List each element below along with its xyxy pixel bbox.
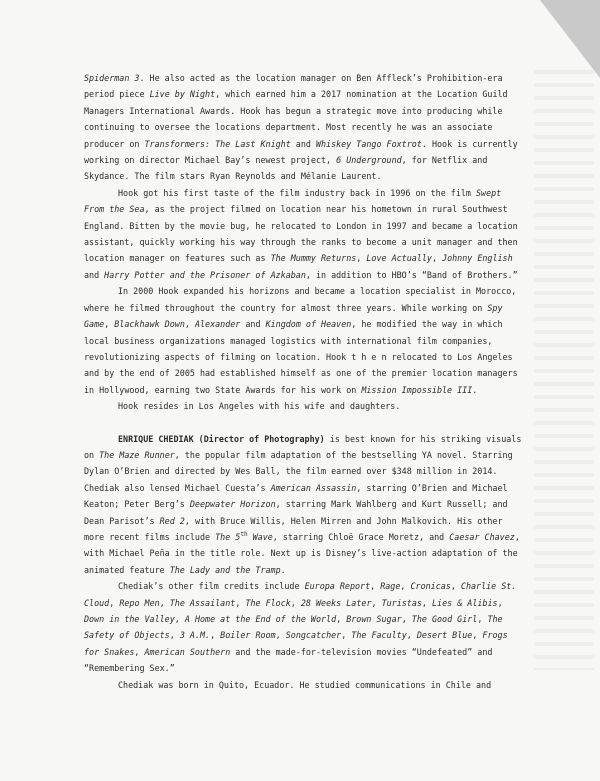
text-run: Turistas: [381, 597, 422, 608]
text-run: The Maze Runner: [99, 449, 175, 460]
text-run: Blackhawk Down: [114, 319, 185, 330]
text-run: Down in the Valley: [84, 614, 175, 624]
text-run: ,: [370, 581, 381, 592]
text-run: , with Michael Peña in the title role. Next up is Disney’s live-action adaptation of the animated feature: [84, 531, 520, 575]
text-run: and the made-for-television movies “Undefeated” and “Remembering Sex.”: [84, 646, 493, 674]
text-run: th: [240, 531, 248, 539]
paragraph-chediak-bio: [84, 431, 524, 579]
text-run: , starring Mark Wahlberg and Kurt Russell; and Dean Parisot’s: [84, 499, 508, 526]
text-run: ,: [290, 597, 301, 608]
text-run: Deepwater Horizon: [189, 499, 276, 510]
text-run: Repo Men: [119, 597, 160, 608]
text-run: Charlie St. Cloud: [84, 581, 517, 608]
text-run: ,: [275, 630, 286, 641]
text-run: American Assassin: [270, 482, 357, 493]
text-run: The Mummy Returns: [270, 253, 357, 264]
text-run: The Good Girl: [411, 614, 478, 624]
text-run: Mission Impossible III: [361, 384, 473, 395]
text-run: Wave: [247, 531, 273, 542]
text-run: Spiderman 3: [84, 73, 140, 83]
text-run: Johnny English: [442, 253, 513, 264]
text-run: Harry Potter and the Prisoner of Azkaban: [104, 269, 306, 280]
paragraph-hook-early-career: [84, 185, 524, 283]
text-run: The 5: [215, 531, 241, 542]
text-run: , for Netflix and Skydance. The film stars Ryan Reynolds and Mélanie Laurent.: [84, 155, 488, 182]
text-run: .: [280, 564, 286, 575]
text-run: ,: [184, 319, 195, 330]
text-run: The Flock: [245, 597, 291, 608]
text-run: 28 Weeks Later: [300, 597, 372, 608]
text-run: Hook resides in Los Angeles with his wife and daughters.: [118, 401, 401, 412]
text-run: , starring O’Brien and Michael Keaton; Peter Berg’s: [84, 482, 508, 510]
bleed-through-shadow: [534, 70, 594, 670]
text-run: , with Bruce Willis, Helen Mirren and John Malkovich. His other more recent films include: [84, 515, 503, 542]
text-run: Chediak was born in Quito, Ecuador. He studied communications in Chile and: [118, 679, 492, 690]
text-run: The Assailant: [169, 597, 236, 608]
text-run: ,: [400, 581, 411, 592]
text-run: The Safety of Objects: [84, 614, 503, 641]
text-run: ,: [472, 630, 483, 641]
text-run: ENRIQUE CHEDIAK (Director of Photography): [118, 433, 325, 444]
text-run: , the popular film adaptation of the bestselling YA novel. Starring Dylan O’Brien and directed by Wes Ball, the film earned over $348 million in 2014. Chediak also lensed Michael Cuesta’s: [84, 449, 513, 493]
paragraph-hook-credits: [84, 70, 524, 185]
text-run: ,: [421, 597, 433, 608]
text-run: 3 A.M.: [179, 630, 211, 641]
text-run: Boiler Room: [220, 630, 276, 641]
paragraph-chediak-credits: [84, 578, 524, 676]
text-run: ,: [341, 630, 352, 641]
text-run: .: [472, 384, 478, 395]
text-run: Europa Report: [304, 581, 371, 592]
text-run: ,: [210, 630, 221, 641]
text-run: Alexander: [194, 319, 241, 330]
text-run: , he modified the way in which local business organizations managed logistics with international film companies, revolutionizing aspects of filming on location. Hook t h e n relocated to Los Angeles and by the end of 2005 had established himself as one of the premier location managers in Hollywood, earning two State Awards for his work on: [84, 319, 518, 395]
text-run: Frogs for Snakes: [84, 630, 508, 657]
text-run: Chediak’s other film credits include: [118, 581, 305, 592]
text-run: and: [84, 269, 105, 280]
text-run: ,: [497, 597, 503, 608]
text-run: Kingdom of Heaven: [265, 319, 352, 330]
text-run: ,: [356, 253, 367, 264]
paragraph-chediak-origin: [84, 677, 524, 693]
text-run: , which earned him a 2017 nomination at the Location Guild Managers International Awards. Hook has begun a strategic move into producing while continuing to oversee the locations department. Most recently he was an associate producer on: [84, 89, 508, 149]
text-run: In 2000 Hook expanded his horizons and became a location specialist in Morocco, where he filmed throughout the country for almost three years. While working on: [84, 286, 517, 313]
paragraph-hook-morocco: [84, 283, 524, 398]
text-run: ,: [104, 319, 115, 330]
text-run: Cronicas: [410, 581, 451, 592]
text-run: Whiskey Tango Foxtrot: [315, 138, 422, 149]
folded-corner: [540, 0, 600, 78]
text-run: Swept From the Sea: [84, 187, 502, 215]
text-run: ,: [109, 597, 120, 608]
text-run: and: [290, 138, 316, 149]
text-run: The Lady and the Tramp: [169, 564, 281, 575]
text-run: . Hook is currently working on director Michael Bay’s newest project,: [84, 138, 518, 166]
text-run: ,: [431, 253, 443, 264]
text-run: and: [240, 319, 266, 330]
text-run: Desert Blue: [416, 630, 473, 641]
paragraph-hook-residence: [84, 398, 524, 414]
text-run: Songcatcher: [285, 630, 342, 641]
text-run: Love Actually: [366, 253, 432, 264]
text-run: The Faculty: [351, 630, 407, 641]
text-run: ,: [450, 581, 461, 592]
text-run: Lies & Alibis: [432, 597, 498, 608]
text-run: Red 2: [159, 515, 185, 526]
text-run: ,: [134, 646, 145, 657]
text-run: ,: [401, 614, 412, 624]
text-run: Brown Sugar: [346, 614, 402, 624]
text-run: 6 Underground: [336, 155, 402, 166]
body-text: [84, 70, 524, 693]
text-run: A Home at the End of the World: [184, 614, 337, 624]
text-run: Live by Night: [149, 89, 216, 100]
text-run: ,: [174, 614, 185, 624]
text-run: ,: [169, 630, 180, 641]
text-run: , as the project filmed on location near his hometown in rural Southwest England. Bitten by the movie bug, he relocated to London in 1997 and became a location assistant, quickly working his way through the ranks to become a unit manager and then location manager on features such as: [84, 204, 518, 264]
text-run: Transformers: The Last Knight: [144, 138, 291, 149]
text-run: is best known for his striking visuals on: [84, 433, 522, 460]
text-run: ,: [406, 630, 417, 641]
text-run: Spy Game: [84, 302, 503, 330]
text-run: Rage: [380, 581, 401, 592]
text-run: ,: [371, 597, 382, 608]
text-run: American Southern: [144, 646, 231, 657]
text-run: ,: [336, 614, 347, 624]
text-run: ,: [159, 597, 170, 608]
text-run: , in addition to HBO’s “Band of Brothers.”: [305, 269, 518, 280]
text-run: Hook got his first taste of the film industry back in 1996 on the film: [118, 187, 476, 198]
text-run: , starring Chloë Grace Moretz, and: [272, 531, 450, 542]
text-run: ,: [235, 597, 246, 608]
text-run: ,: [477, 614, 488, 624]
text-run: Caesar Chavez: [449, 531, 515, 542]
text-run: . He also acted as the location manager on Ben Affleck’s Prohibition-era period piece: [84, 73, 503, 100]
